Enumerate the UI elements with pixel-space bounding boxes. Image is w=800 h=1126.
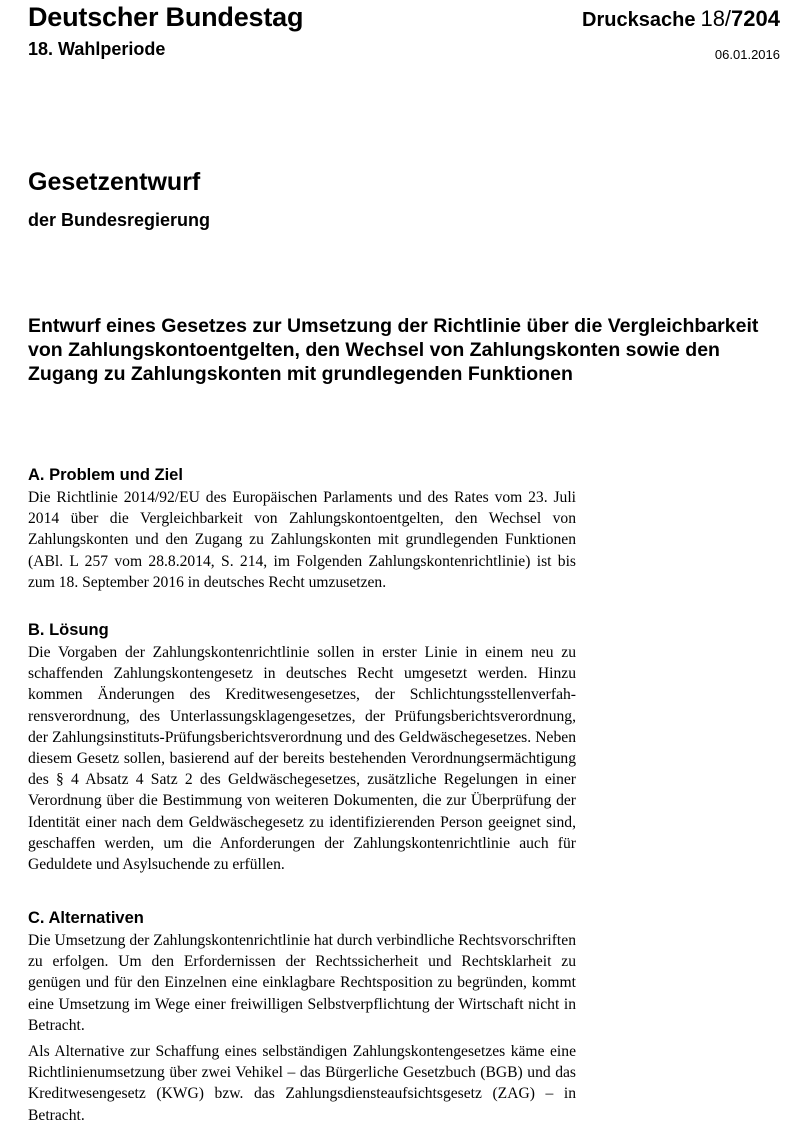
drucksache-id: 7204 bbox=[731, 6, 780, 31]
drucksache-prefix: 18/ bbox=[700, 6, 732, 31]
section-alternatives bbox=[28, 907, 576, 1126]
section-paragraph: Die Richtlinie 2014/92/EU des Europäischen Parlaments und des Rates vom 23. Juli 2014 über die Vergleichbarkeit von Zahlungskontoentgelten, den Wechsel von Zahlungskonten und den Zugang zu Zahlungskonten mit grundlegenden Funktionen (ABl. L 257 vom 28.8.2014, S. 214, im Folgenden Zahlungskontenrichtlinie) ist bis zum 18. September 2016 in deutsches Recht umzusetzen. bbox=[28, 489, 576, 591]
section-problem-and-goal bbox=[28, 464, 576, 593]
bill-title bbox=[28, 314, 788, 386]
bill-title-line: Entwurf eines Gesetzes zur Umsetzung der Richtlinie über die Vergleichbarkeit bbox=[28, 315, 759, 337]
drucksache-label: Drucksache bbox=[582, 9, 696, 31]
section-solution bbox=[28, 619, 576, 875]
section-heading: A. Problem und Ziel bbox=[28, 466, 183, 484]
drucksache-number bbox=[582, 6, 780, 32]
document-type: Gesetzentwurf bbox=[28, 168, 201, 196]
section-heading: B. Lösung bbox=[28, 621, 109, 639]
section-heading: C. Alternativen bbox=[28, 909, 144, 927]
bill-title-line: Zugang zu Zahlungskonten mit grundlegenden Funktionen bbox=[28, 363, 573, 385]
document-issuer: der Bundesregierung bbox=[28, 210, 211, 230]
bill-title-line: von Zahlungskontoentgelten, den Wechsel von Zahlungskonten sowie den bbox=[28, 339, 720, 361]
section-paragraph: Als Alternative zur Schaffung eines selbständigen Zahlungskontengesetzes käme eine Richtlinienumsetzung über zwei Vehikel – das Bürgerliche Gesetzbuch (BGB) und das Kreditwesengesetz (KWG) bzw. das Zahlungsdiensteaufsichtsgesetz (ZAG) – in Betracht. bbox=[28, 1043, 576, 1124]
section-paragraph: Die Umsetzung der Zahlungskontenrichtlinie hat durch verbindliche Rechtsvorschriften zu erfolgen. Um den Erfordernissen der Rechtssicherheit und Rechtsklarheit zu genügen und für den Einzelnen eine einklagbare Rechtsposition zu begründen, kommt eine Umsetzung im Wege einer freiwilligen Selbstverpflichtung der Wirtschaft nicht in Betracht. bbox=[28, 932, 576, 1034]
section-paragraph: Die Vorgaben der Zahlungskontenrichtlinie sollen in erster Linie in einem neu zu schaffenden Zahlungskontengesetz in deutsches Recht umgesetzt werden. Hinzu kommen Änderungen des Kreditwesengesetzes, der Schlichtungsstellenverfahrensverordnung, des Unterlassungsklagengesetzes, der Prüfungsberichtsverordnung, der Zahlungsinstituts-Prüfungsberichtsverordnung und des Geldwäschegesetzes. Neben diesem Gesetz sollen, basierend auf der bereits bestehenden Verordnungsermächtigung des § 4 Absatz 4 Satz 2 des Geldwäschegesetzes, zusätzliche Regelungen in einer Verordnung über die Bestimmung von weiteren Dokumenten, die zur Überprüfung der Identität einer nach dem Geldwäschegesetz zu identifizierenden Person geeignet sind, geschaffen werden, um die Anforderungen der Zahlungskontenrichtlinie auch für Geduldete und Asylsuchende zu erfüllen. bbox=[28, 644, 576, 874]
document-date: 06.01.2016 bbox=[714, 47, 780, 62]
parliament-name: Deutscher Bundestag bbox=[28, 2, 304, 32]
legislative-period: 18. Wahlperiode bbox=[28, 39, 166, 59]
